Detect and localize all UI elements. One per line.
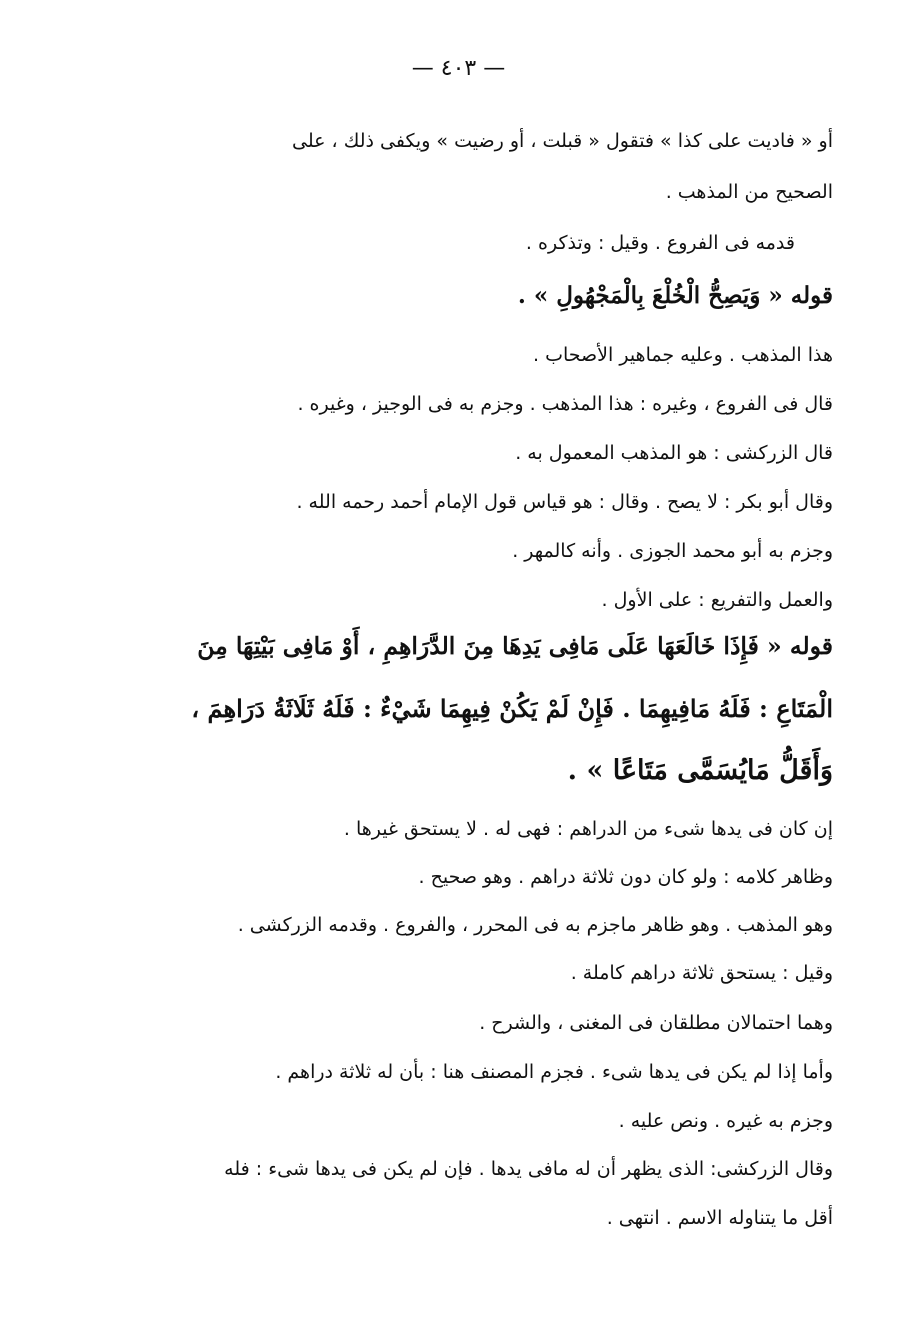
text-line: إن كان فى يدها شىء من الدراهم : فهى له . لا يستحق غيرها . bbox=[343, 818, 833, 840]
text-line: وأما إذا لم يكن فى يدها شىء . فجزم المصنف هنا : بأن له ثلاثة دراهم . bbox=[275, 1061, 833, 1083]
text-line: وظاهر كلامه : ولو كان دون ثلاثة دراهم . وهو صحيح . bbox=[418, 866, 833, 888]
text-line: وقال أبو بكر : لا يصح . وقال : هو قياس قول الإمام أحمد رحمه الله . bbox=[296, 491, 833, 513]
text-line: وقال الزركشى: الذى يظهر أن له مافى يدها . فإن لم يكن فى يدها شىء : فله bbox=[224, 1158, 833, 1180]
text-line: الصحيح من المذهب . bbox=[665, 181, 833, 203]
text-line: وجزم به أبو محمد الجوزى . وأنه كالمهر . bbox=[512, 540, 833, 562]
text-line: الْمَتَاعِ : فَلَهُ مَافِيهِمَا . فَإِنْ لَمْ يَكُنْ فِيهِمَا شَيْءٌ : فَلَهُ ثَلَاثَةُ دَرَاهِمَ ، bbox=[191, 694, 833, 723]
text-line: وهما احتمالان مطلقان فى المغنى ، والشرح . bbox=[479, 1012, 833, 1034]
text-line: قال الزركشى : هو المذهب المعمول به . bbox=[515, 442, 833, 464]
page-number: — ٤٠٣ — bbox=[411, 56, 506, 81]
text-line: وهو المذهب . وهو ظاهر ماجزم به فى المحرر ، والفروع . وقدمه الزركشى . bbox=[237, 914, 833, 936]
text-line: هذا المذهب . وعليه جماهير الأصحاب . bbox=[533, 344, 833, 366]
text-line: والعمل والتفريع : على الأول . bbox=[601, 589, 833, 611]
text-line: قدمه فى الفروع . وقيل : وتذكره . bbox=[525, 232, 795, 254]
text-line: أقل ما يتناوله الاسم . انتهى . bbox=[606, 1207, 833, 1229]
text-line: قوله « وَيَصِحُّ الْخُلْعَ بِالْمَجْهُولِ » . bbox=[517, 282, 833, 309]
text-line: وجزم به غيره . ونص عليه . bbox=[618, 1110, 833, 1132]
text-line: قوله « فَإِذَا خَالَعَهَا عَلَى مَافِى يَدِهَا مِنَ الدَّرَاهِمِ ، أَوْ مَافِى بَيْتِهَا مِنَ bbox=[197, 632, 833, 660]
text-line: وقيل : يستحق ثلاثة دراهم كاملة . bbox=[570, 962, 833, 984]
text-line: قال فى الفروع ، وغيره : هذا المذهب . وجزم به فى الوجيز ، وغيره . bbox=[297, 393, 833, 415]
text-line: أو « فاديت على كذا » فتقول « قبلت ، أو رضيت » ويكفى ذلك ، على bbox=[292, 130, 833, 152]
text-line: وَأَقَلُّ مَايُسَمَّى مَتَاعًا » . bbox=[567, 755, 833, 786]
